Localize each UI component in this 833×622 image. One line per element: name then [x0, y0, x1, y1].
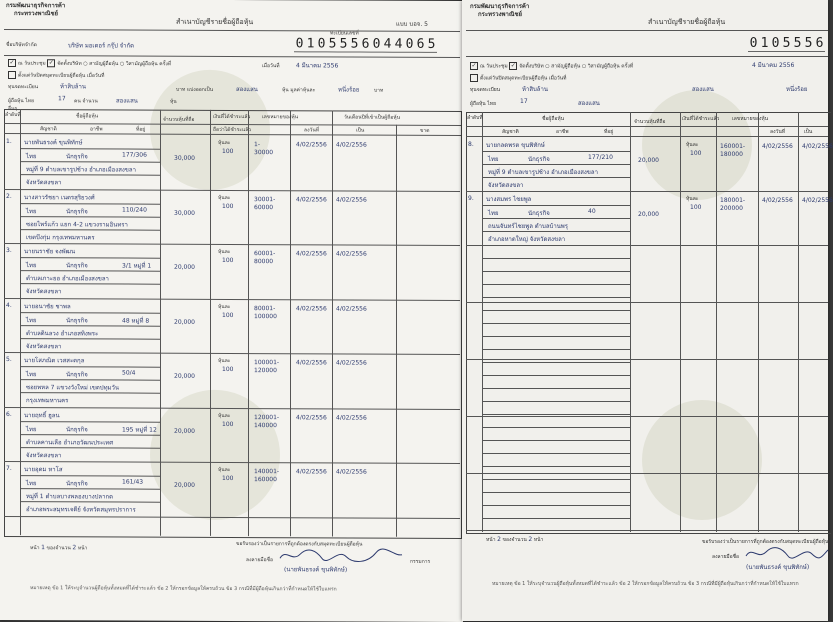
paid-amount: 100 [222, 147, 234, 156]
shareholder-address-3: จังหวัดสงขลา [26, 342, 62, 350]
row-divider [466, 416, 828, 417]
ministry-line2: กระทรวงพาณิชย์ [14, 10, 59, 18]
par-value: หนึ่งร้อย [786, 86, 808, 93]
row-divider [482, 231, 630, 232]
shareholder-address-2: หมู่ที่ 1 ตำบลบางพลองบางปลากด [26, 493, 114, 501]
row-divider [482, 518, 630, 519]
share-serial-end: 120000 [254, 367, 277, 375]
head-no: ลำดับที่ [5, 112, 21, 119]
share-per-label: หุ้นละ [218, 466, 231, 473]
head-cert-sub: ลงวันที่ [770, 129, 786, 135]
director-label: กรรมการ [410, 558, 431, 565]
paid-amount: 100 [222, 256, 234, 265]
reg-digit: 4 [383, 36, 392, 52]
sign-label: ลงลายมือชื่อ [246, 557, 274, 564]
divider [4, 55, 460, 58]
row-divider [482, 362, 630, 363]
cert-date: 4/02/2556 [296, 359, 327, 367]
shareholder-address-1: 195 หมู่ที่ 12 [122, 426, 157, 434]
signature-scribble [742, 544, 828, 562]
share-serial-end: 100000 [254, 312, 277, 320]
divider [4, 29, 460, 32]
cert-date: 4/02/2556 [296, 141, 327, 149]
holders-shares: สองแสน [116, 97, 138, 105]
shareholder-name: นายฤทธิ์ ฮูลน [24, 411, 60, 419]
shareholder-name: นายกลดพรต ขุนพิทักษ์ [486, 142, 545, 149]
head-paid: เงินที่ได้ชำระแล้ว [682, 116, 720, 122]
row-divider [482, 505, 630, 506]
paid-amount: 100 [690, 204, 702, 211]
head-cert: เลขหมายของหุ้น [262, 114, 299, 121]
capital-label: ทุนจดทะเบียน [8, 84, 39, 91]
head-address: ที่อยู่ [136, 126, 146, 133]
shares-count: 20,000 [174, 427, 195, 435]
holder-date: 4/02/2556 [336, 413, 367, 422]
row-divider [482, 466, 630, 467]
shareholder-occupation: นักธุรกิจ [66, 262, 88, 270]
head-paid: เงินที่ได้ชำระแล้ว [213, 113, 251, 121]
registration-number [748, 36, 825, 52]
head-status-sub2: ขาด [420, 127, 430, 134]
cert-date: 4/02/2556 [296, 250, 327, 258]
company-name: บริษัท มอเตอร์ กรุ๊ป จำกัด [68, 42, 135, 50]
shareholder-address-3: อำเภอพระสมุทรเจดีย์ จังหวัดสมุทรปราการ [26, 506, 136, 514]
reg-digit: 0 [295, 36, 304, 52]
shareholder-address-3: กรุงเทพมหานคร [26, 397, 69, 405]
row-number: 3. [6, 247, 12, 255]
share-serial-start: 80001- [254, 304, 276, 312]
share-per-label: หุ้นละ [218, 248, 231, 255]
shareholder-occupation: นักธุรกิจ [528, 156, 550, 163]
shareholder-nationality: ไทย [26, 316, 37, 324]
meeting-date: 4 มีนาคม 2556 [752, 62, 795, 69]
shareholder-nationality: ไทย [488, 210, 499, 217]
certification-text: ขอรับรองว่าเป็นรายการที่ถูกต้องตรงกับสมุดทะเบียนผู้ถือหุ้น [236, 541, 363, 548]
shareholder-nationality: ไทย [26, 425, 37, 433]
row-divider [466, 530, 828, 531]
share-serial-end: 30000 [254, 149, 274, 157]
shareholder-address-1: 110/240 [122, 206, 147, 214]
reg-digit: 5 [350, 36, 359, 52]
share-serial-end: 80000 [254, 258, 274, 266]
row-divider [482, 151, 630, 152]
head-paid-sub: ถือว่าได้ชำระแล้ว [213, 126, 252, 134]
company-label: ชื่อบริษัทจำกัด [6, 42, 37, 49]
holders-thai-count: 17 [58, 95, 66, 103]
page-title: สำเนาบัญชีรายชื่อผู้ถือหุ้น [648, 18, 726, 26]
shareholder-name: นางสาวรัชยา เนตรสุริยวงศ์ [24, 193, 95, 201]
shareholder-address-2: ถนนจันทร์ไชยพูล ตำบลบ้านพรุ [488, 223, 568, 230]
reg-digit: 5 [328, 36, 337, 52]
divided-label: บาท แบ่งออกเป็น [176, 86, 214, 93]
row-divider [482, 258, 630, 259]
row-divider [482, 177, 630, 178]
share-per-label: หุ้นละ [686, 142, 699, 148]
shareholder-address-2: ตำบลเกาะยอ อำเภอเมืองสงขลา [26, 275, 109, 283]
head-nationality: สัญชาติ [40, 126, 57, 133]
row-divider [482, 164, 630, 165]
shareholder-address-2: หมู่ที่ 9 ตำบลเขารูปช้าง อำเภอเมืองสงขลา [26, 166, 136, 174]
reg-digit: 1 [306, 36, 315, 52]
capital-value: ห้าสิบล้าน [60, 83, 86, 91]
row-number: 4. [6, 301, 12, 309]
share-per-label: หุ้นละ [218, 139, 231, 146]
page-indicator: หน้า 1 ของจำนวน 2 หน้า [30, 544, 88, 552]
holder-date: 4/02/2556 [336, 468, 367, 476]
row-divider [482, 427, 630, 428]
row-divider [482, 349, 630, 350]
row-divider [482, 310, 630, 311]
shareholder-address-3: อำเภอหาดใหญ่ จังหวัดสงขลา [488, 236, 566, 243]
row-number: 2. [6, 192, 12, 200]
shareholder-address-2: ซอยพหล 7 แขวงวังใหม่ เขตปทุมวัน [26, 384, 119, 392]
meeting-date: 4 มีนาคม 2556 [296, 62, 339, 70]
share-serial-start: 160001- [720, 143, 746, 150]
row-divider [482, 375, 630, 376]
row-divider [466, 473, 828, 474]
ministry-line1: กรมพัฒนาธุรกิจการค้า [470, 3, 530, 10]
row-divider [482, 218, 630, 219]
row-divider [482, 205, 630, 206]
shareholder-address-3: จังหวัดสงขลา [26, 288, 62, 296]
head-shares: จำนวนหุ้นที่ถือ [634, 119, 666, 125]
shareholder-name: นายอุดม หาโส [24, 466, 63, 474]
shareholder-nationality: ไทย [488, 156, 499, 163]
share-serial-start: 120001- [254, 413, 280, 421]
row-divider [482, 284, 630, 285]
shareholder-nationality: ไทย [26, 480, 37, 488]
share-serial-end: 200000 [720, 205, 743, 212]
reg-digit: 5 [793, 36, 802, 51]
head-cert-sub: ลงวันที่ [304, 127, 320, 134]
reg-digit: 5 [339, 36, 348, 52]
holder-date: 4/02/2556 [336, 250, 367, 258]
head-occupation: อาชีพ [556, 129, 569, 135]
shareholder-address-2: ซอยไพร์แก้ว แยก 4-2 แขวงรามอินทรา [26, 220, 128, 229]
reg-digit: 0 [771, 36, 780, 51]
head-nationality: สัญชาติ [502, 129, 519, 135]
shares-count: 20,000 [638, 157, 659, 164]
row-divider [482, 388, 630, 389]
shareholder-address-1: 3/1 หมู่ที่ 1 [122, 262, 152, 270]
baht-label: บาท [374, 87, 384, 94]
shareholder-occupation: นักธุรกิจ [66, 480, 88, 488]
reg-digit: 6 [815, 36, 824, 51]
shareholder-nationality: ไทย [26, 207, 37, 215]
head-cert: เลขหมายของหุ้น [732, 116, 769, 122]
meeting-type-options: ✓ ณ วันประชุม ✓ จัดตั้งบริษัท ○ สามัญผู้ถือหุ้น ○ วิสามัญผู้ถือหุ้น ครั้งที่ [9, 59, 172, 68]
document-page-2 [462, 0, 833, 621]
signatory-name: (นายพันธรงค์ ขุนพิทักษ์) [284, 566, 348, 574]
row-divider [482, 479, 630, 480]
book-close-option: ตั้งแต่วันปิดสมุดทะเบียนผู้ถือหุ้น เมื่อวันที่ [470, 74, 566, 83]
par-value: หนึ่งร้อย [338, 86, 360, 94]
head-status-sub: เป็น [356, 127, 365, 134]
shareholder-occupation: นักธุรกิจ [66, 207, 88, 215]
row-divider [482, 271, 630, 272]
shares-count: 20,000 [174, 481, 195, 489]
paid-amount: 100 [222, 420, 234, 428]
shareholder-name: นายอนาชัย ชาพล [24, 302, 71, 310]
shareholder-address-1: 161/43 [122, 478, 144, 486]
head-occupation: อาชีพ [90, 126, 103, 133]
shareholder-occupation: นักธุรกิจ [66, 371, 88, 379]
paid-amount: 100 [222, 474, 234, 483]
signatory-name: (นายพันธรงค์ ขุนพิทักษ์) [746, 564, 810, 571]
paid-amount: 100 [222, 311, 234, 319]
footnotes: หมายเหตุ ข้อ 1 ให้ระบุจำนวนผู้ถือหุ้นทั้งหมดที่ได้ชำระแล้ว ข้อ 2 ให้กรอกข้อมูลให้ครบถ้วน ข้อ 3 กรณีที่มีผู้ถือหุ้นเกินกว่าที่กำหนดให้ใช้ใบแทรก [492, 581, 799, 587]
row-number: 6. [6, 410, 12, 418]
reg-digit: 6 [416, 36, 425, 52]
holder-date: 4/02/2556 [336, 141, 367, 149]
form-code: แบบ บอจ. 5 [396, 20, 428, 28]
shares-value: สองแสน [236, 86, 258, 94]
row-divider [482, 440, 630, 441]
row-divider [482, 323, 630, 324]
share-serial-end: 160000 [254, 476, 277, 484]
shareholder-address-2: ตำบลดินลวง อำเภอสทิงพระ [26, 329, 99, 337]
share-per-label: หุ้นละ [218, 357, 231, 364]
share-serial-end: 60000 [254, 203, 274, 211]
shareholder-nationality: ไทย [26, 153, 37, 161]
share-per-label: หุ้นละ [218, 194, 231, 201]
meeting-type-options: ✓ ณ วันประชุม ✓ จัดตั้งบริษัท ○ สามัญผู้ถือหุ้น ○ วิสามัญผู้ถือหุ้น ครั้งที่ [471, 62, 634, 70]
shareholder-address-3: จังหวัดสงขลา [26, 451, 62, 459]
share-serial-start: 1- [254, 141, 260, 149]
holders-label: ผู้ถือหุ้น ไทย [8, 98, 35, 105]
reg-no-label: ทะเบียนเลขที่ [330, 30, 359, 37]
share-serial-start: 30001- [254, 195, 276, 203]
holders-count-label: คน จำนวน [74, 98, 98, 105]
shareholder-name: นายพันธรงค์ ขุนพิทักษ์ [24, 139, 83, 147]
row-divider [482, 336, 630, 337]
cert-date: 4/02/2556 [296, 195, 327, 203]
ministry-line2: กระทรวงพาณิชย์ [478, 11, 523, 18]
reg-digit: 5 [782, 36, 791, 51]
row-divider [482, 401, 630, 402]
share-serial-start: 180001- [720, 197, 746, 204]
row-divider [482, 492, 630, 493]
holders-label: ผู้ถือหุ้น ไทย [470, 101, 497, 107]
head-name: ชื่อผู้ถือหุ้น [76, 113, 99, 120]
head-address: ที่อยู่ [604, 129, 614, 135]
holder-date: 4/02/2556 [336, 195, 367, 204]
shareholder-address-1: 177/306 [122, 151, 147, 159]
row-divider [482, 297, 630, 298]
holder-date: 4/02/2556 [336, 304, 367, 313]
shareholder-address-1: 40 [588, 208, 596, 215]
shares-count: 20,000 [174, 372, 195, 380]
shareholder-occupation: นักธุรกิจ [66, 425, 88, 433]
reg-digit: 0 [405, 36, 414, 52]
paid-amount: 100 [690, 150, 702, 157]
holder-date: 4/02/2556 [802, 197, 833, 204]
shares-count: 20,000 [638, 211, 659, 218]
shareholder-address-3: เขตบึงกุ่ม กรุงเทพมหานคร [26, 233, 95, 241]
page-indicator: หน้า 2 ของจำนวน 2 หน้า [486, 536, 544, 543]
shareholder-address-1: 48 หมู่ที่ 8 [122, 317, 150, 325]
row-divider [466, 191, 828, 192]
share-serial-end: 180000 [720, 151, 743, 158]
shareholder-occupation: นักธุรกิจ [66, 316, 88, 324]
shares-count: 30,000 [174, 154, 195, 162]
row-divider [482, 245, 630, 246]
row-divider [466, 359, 828, 360]
shareholder-nationality: ไทย [26, 262, 37, 270]
share-serial-start: 140001- [254, 468, 280, 476]
shareholder-address-1: 177/210 [588, 154, 613, 161]
head-name: ชื่อผู้ถือหุ้น [542, 116, 565, 122]
shares-count: 20,000 [174, 318, 195, 326]
row-divider [466, 302, 828, 303]
shareholder-nationality: ไทย [26, 371, 37, 379]
book-close-option: ตั้งแต่วันปิดสมุดทะเบียนผู้ถือหุ้น เมื่อวันที่ [8, 71, 104, 80]
share-per-label: หุ้นละ [218, 412, 231, 419]
reg-digit: 0 [749, 36, 758, 51]
reg-digit: 1 [760, 36, 769, 51]
row-number: 1. [6, 138, 12, 146]
shares-unit: หุ้น มูลค่าหุ้นละ [282, 87, 316, 94]
head-shares: จำนวนหุ้นที่ถือ [163, 116, 195, 123]
date-label: เมื่อวันที่ [262, 63, 280, 70]
row-number: 8. [468, 141, 474, 148]
share-per-label: หุ้นละ [686, 196, 699, 202]
holders-unit: หุ้น [170, 98, 177, 105]
shareholder-occupation: นักธุรกิจ [528, 210, 550, 217]
cert-date: 4/02/2556 [296, 304, 327, 312]
cert-date: 4/02/2556 [296, 468, 327, 476]
holder-date: 4/02/2556 [336, 359, 367, 367]
capital-label: ทุนจดทะเบียน [470, 87, 501, 93]
ministry-line1: กรมพัฒนาธุรกิจการค้า [6, 2, 66, 10]
shares-value: สองแสน [692, 86, 714, 93]
head-status: วันเดือนปีที่เข้าเป็นผู้ถือหุ้น [344, 114, 400, 121]
paid-amount: 100 [222, 365, 234, 374]
share-per-label: หุ้นละ [218, 303, 231, 310]
shareholder-name: นายนราชัย จงพัฒน [24, 248, 76, 256]
reg-digit: 5 [804, 36, 813, 51]
shareholder-address-1: 50/4 [122, 369, 136, 377]
share-serial-start: 60001- [254, 250, 276, 258]
cert-date: 4/02/2556 [762, 197, 793, 204]
row-number: 9. [468, 195, 474, 202]
row-divider [482, 414, 630, 415]
reg-digit: 5 [427, 36, 436, 52]
head-no: ลำดับที่ [467, 115, 483, 121]
shareholder-address-2: ตำบลคานเลือ อำเภอวัฒนประเทศ [26, 438, 114, 446]
registration-number [294, 36, 437, 53]
shareholder-address-3: จังหวัดสงขลา [488, 182, 524, 189]
shareholder-occupation: นักธุรกิจ [66, 153, 88, 161]
cert-date: 4/02/2556 [762, 143, 793, 150]
row-number: 5. [6, 356, 12, 364]
shareholder-name: นายโสภณิต เวสสะตกุล [24, 357, 85, 365]
shares-count: 30,000 [174, 209, 195, 217]
reg-digit: 4 [394, 36, 403, 52]
page-title: สำเนาบัญชีรายชื่อผู้ถือหุ้น [176, 17, 254, 27]
share-serial-start: 100001- [254, 359, 280, 367]
row-divider [482, 453, 630, 454]
shares-count: 20,000 [174, 263, 195, 271]
holder-date: 4/02/2556 [802, 143, 833, 150]
certification-text: ขอรับรองว่าเป็นรายการที่ถูกต้องตรงกับสมุดทะเบียนผู้ถือหุ้น [702, 539, 829, 545]
reg-digit: 0 [317, 36, 326, 52]
signature-scribble [276, 546, 406, 565]
share-serial-end: 140000 [254, 421, 277, 429]
holders-shares: สองแสน [578, 100, 600, 107]
reg-digit: 0 [372, 36, 381, 52]
sign-label: ลงลายมือชื่อ [712, 554, 740, 560]
capital-value: ห้าสิบล้าน [522, 86, 548, 93]
holders-thai-count: 17 [520, 98, 528, 105]
foreign-label: อื่นๆ [8, 106, 18, 113]
reg-digit: 6 [361, 36, 370, 52]
shareholder-name: นางสมพร ไชยพูล [486, 196, 532, 203]
footnotes: หมายเหตุ ข้อ 1 ให้ระบุจำนวนผู้ถือหุ้นทั้งหมดที่ได้ชำระแล้ว ข้อ 2 ให้กรอกข้อมูลให้ครบถ้วน ข้อ 3 กรณีที่มีผู้ถือหุ้นเกินกว่าที่กำหนดให้ใช้ใบแทรก [30, 585, 337, 593]
cert-date: 4/02/2556 [296, 413, 327, 421]
shareholder-address-3: จังหวัดสงขลา [26, 179, 62, 187]
head-status-sub: เป็น [804, 129, 813, 135]
shareholder-address-2: หมู่ที่ 9 ตำบลเขารูปช้าง อำเภอเมืองสงขลา [488, 169, 598, 176]
row-number: 7. [6, 465, 12, 473]
paid-amount: 100 [222, 202, 234, 210]
